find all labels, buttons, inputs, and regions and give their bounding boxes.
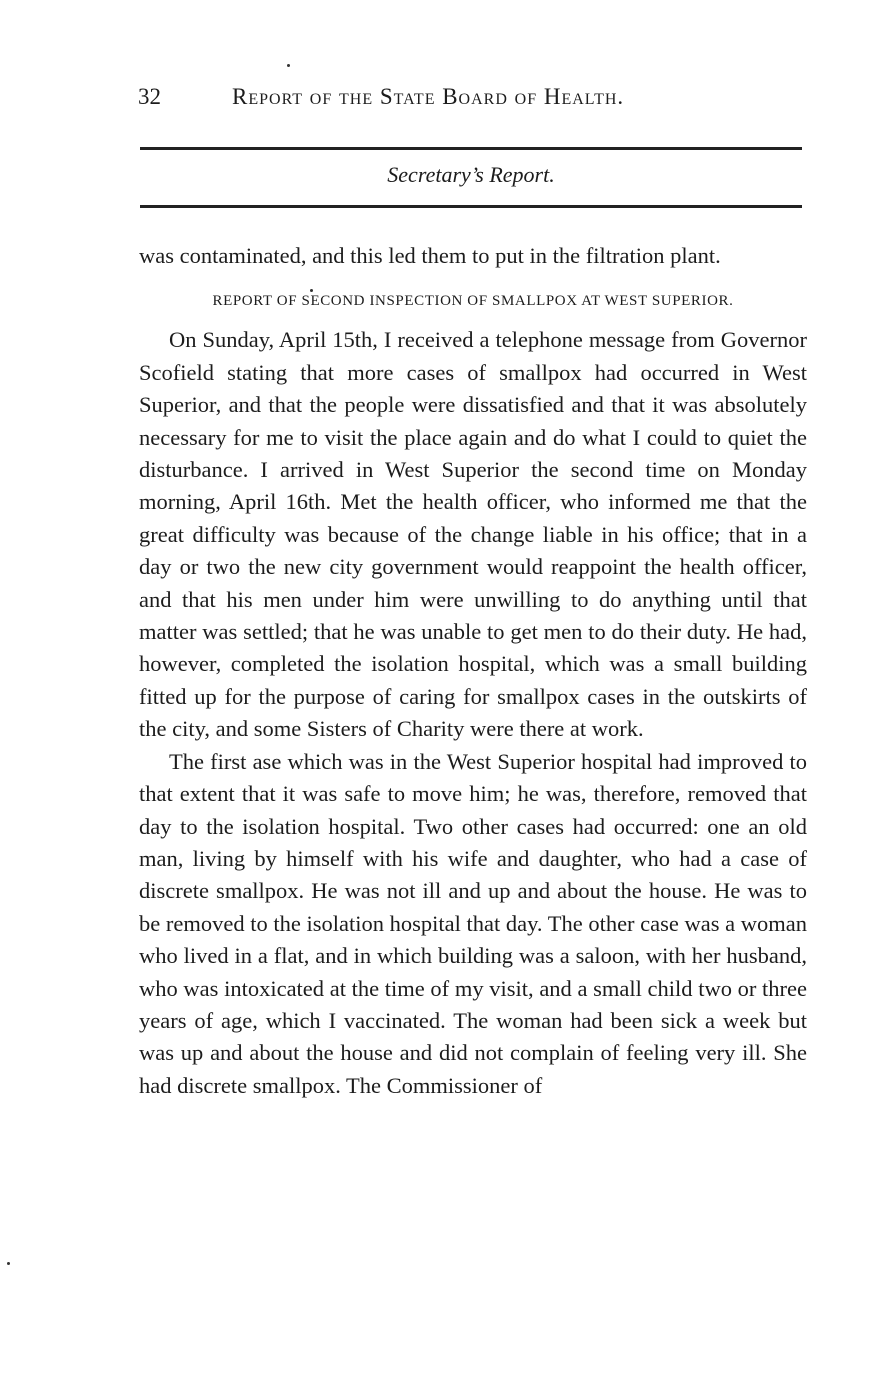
continuation-paragraph: was contaminated, and this led them to put in the filtration plant. (139, 243, 721, 268)
running-title: Report of the State Board of Health. (232, 84, 625, 109)
body-text (139, 240, 807, 1102)
section-title: Secretary’s Report. (387, 162, 555, 187)
page-number: 32 (138, 84, 161, 109)
paragraph-2: The first ase which was in the West Superior hospital had improved to that extent that it was safe to move him; he was, therefore, removed that day to the isolation hospital. Two other cases had occurred: one an old man, living by himself with his wife and daughter, who had a case of discrete smallpox. He was not ill and up and about the house. He was to be removed to the isolation hospital that day. The other case was a woman who lived in a flat, and in which building was a saloon, with her husband, who was intoxicated at the time of my visit, and a small child two or three years of age, which I vaccinated. The woman had been sick a week but was up and about the house and did not complain of feeling very ill. She had discrete smallpox. The Commissioner of (139, 748, 807, 1098)
header-rule-bottom (140, 205, 802, 208)
header-rule-top (140, 147, 802, 150)
scan-speck (7, 1262, 10, 1265)
paragraph-1: On Sunday, April 15th, I received a telephone message from Governor Scofield stating that more cases of smallpox had occurred in West Superior, and that the people were dissatisfied and that it was absolutely necessary for me to visit the place again and do what I could to quiet the disturbance. I arrived in West Superior the second time on Monday morning, April 16th. Met the health officer, who informed me that the great difficulty was because of the change liable in his office; that in a day or two the new city government would reappoint the health officer, and that his men under him were unwilling to do anything until that matter was settled; that he was unable to get men to do their duty. He had, however, completed the isolation hospital, which was a small building fitted up for the purpose of caring for smallpox cases in the outskirts of the city, and some Sisters of Charity were there at work. (139, 327, 807, 742)
report-heading: REPORT OF SECOND INSPECTION OF SMALLPOX AT WEST SUPERIOR. (212, 293, 734, 310)
scan-speck (287, 64, 290, 67)
scan-speck (310, 289, 313, 292)
running-head (138, 84, 802, 118)
